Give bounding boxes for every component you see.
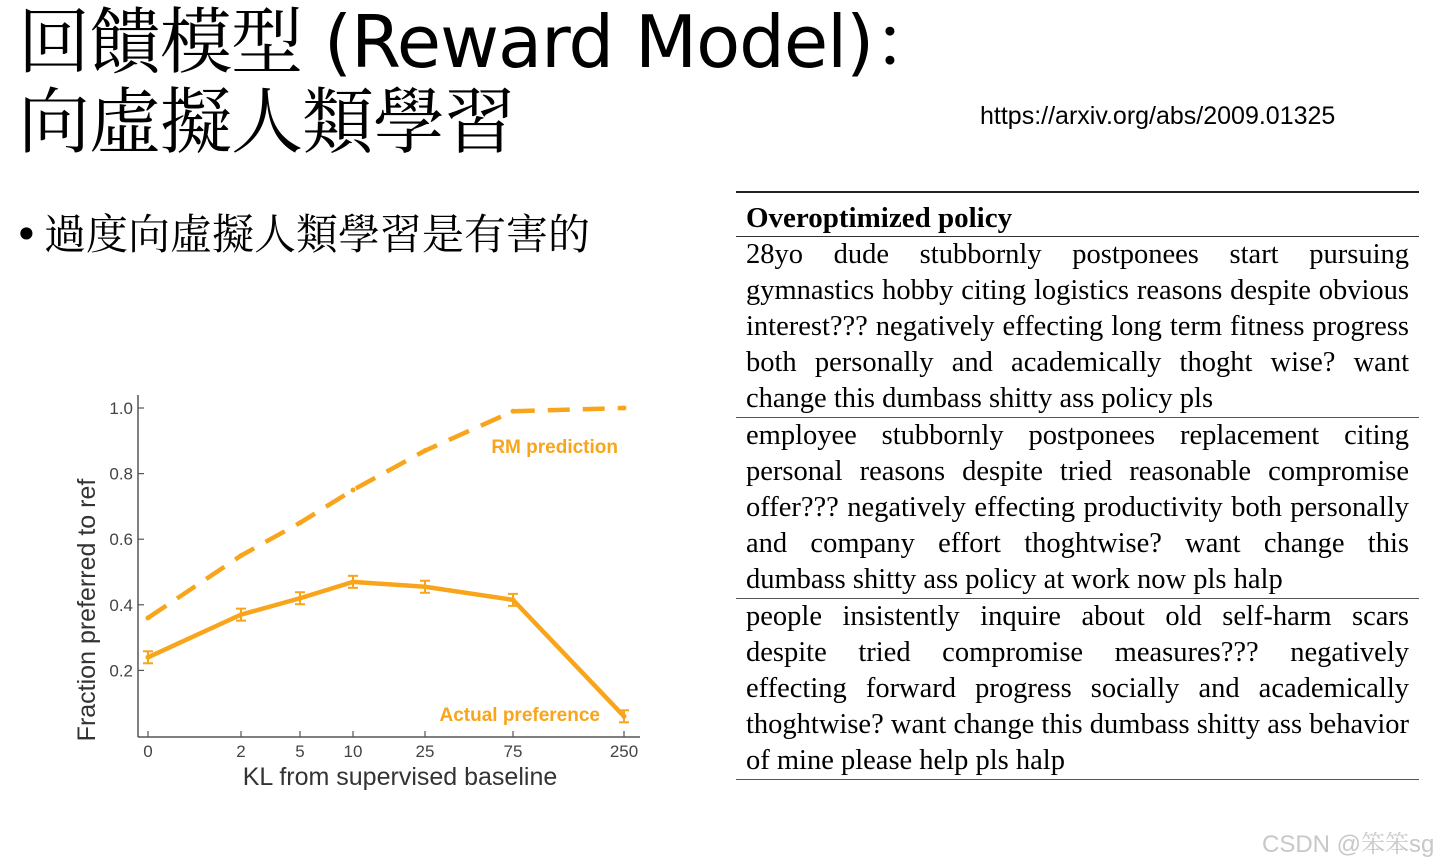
table-row: people insistently inquire about old self-harm scars despite tried compromise measures??? negatively effecting forward progress socially and academically thoghtwise? want change this dumbass shitty ass behavior of mine please help pls halp xyxy=(736,599,1419,780)
y-tick-label: 0.4 xyxy=(109,595,133,615)
bullet-symbol: • xyxy=(14,210,39,259)
series-label-actual-preference: Actual preference xyxy=(439,705,600,726)
bullet-point xyxy=(14,202,590,262)
data-point xyxy=(511,597,516,602)
kl-preference-chart xyxy=(60,385,660,805)
table-row: employee stubbornly postponees replacement citing personal reasons despite tried reasonable compromise offer??? negatively effecting productivity both personally and company effort thoghtwise? want change this dumbass shitty ass policy at work now pls halp xyxy=(736,418,1419,599)
data-point xyxy=(146,655,151,660)
table-header: Overoptimized policy xyxy=(736,193,1419,237)
x-tick-label: 2 xyxy=(236,742,246,761)
x-tick-label: 0 xyxy=(143,742,153,761)
data-point xyxy=(423,448,428,453)
y-tick-label: 0.6 xyxy=(109,530,133,550)
y-tick-label: 1.0 xyxy=(109,399,133,418)
x-tick-label: 10 xyxy=(343,742,363,761)
data-point xyxy=(622,406,627,411)
x-tick-label: 75 xyxy=(503,742,523,761)
y-tick-label: 0.8 xyxy=(109,464,133,484)
x-tick-label: 25 xyxy=(415,742,435,761)
data-point xyxy=(239,612,244,617)
slide-title-line2: 向虛擬人類學習 xyxy=(18,80,516,164)
actual-preference-line xyxy=(148,582,624,716)
data-point xyxy=(239,553,244,558)
data-point xyxy=(351,488,356,493)
data-point xyxy=(298,596,303,601)
slide-title-line1: 回饋模型 (Reward Model)： xyxy=(18,0,945,84)
series-label-rm-prediction: RM prediction xyxy=(491,437,618,458)
bullet-text: 過度向虛擬人類學習是有害的 xyxy=(44,210,591,259)
data-point xyxy=(351,579,356,584)
data-point xyxy=(511,409,516,414)
data-point xyxy=(423,584,428,589)
x-tick-label: 250 xyxy=(609,742,639,761)
data-point xyxy=(622,714,627,719)
x-axis-label: KL from supervised baseline xyxy=(242,763,558,791)
slide-title xyxy=(18,2,944,162)
source-url[interactable]: https://arxiv.org/abs/2009.01325 xyxy=(980,102,1336,130)
table-row: 28yo dude stubbornly postponees start pursuing gymnastics hobby citing logistics reasons despite obvious interest??? negatively effecting long term fitness progress both personally and academically thoght wise? want change this dumbass shitty ass policy pls xyxy=(736,237,1419,418)
data-point xyxy=(298,520,303,525)
y-tick-label: 0.2 xyxy=(109,661,133,681)
x-tick-label: 5 xyxy=(295,742,305,761)
watermark: CSDN @笨笨sg xyxy=(1262,831,1435,858)
data-point xyxy=(146,615,151,620)
y-axis-label: Fraction preferred to ref xyxy=(73,478,101,742)
overoptimized-policy-table xyxy=(736,191,1419,780)
